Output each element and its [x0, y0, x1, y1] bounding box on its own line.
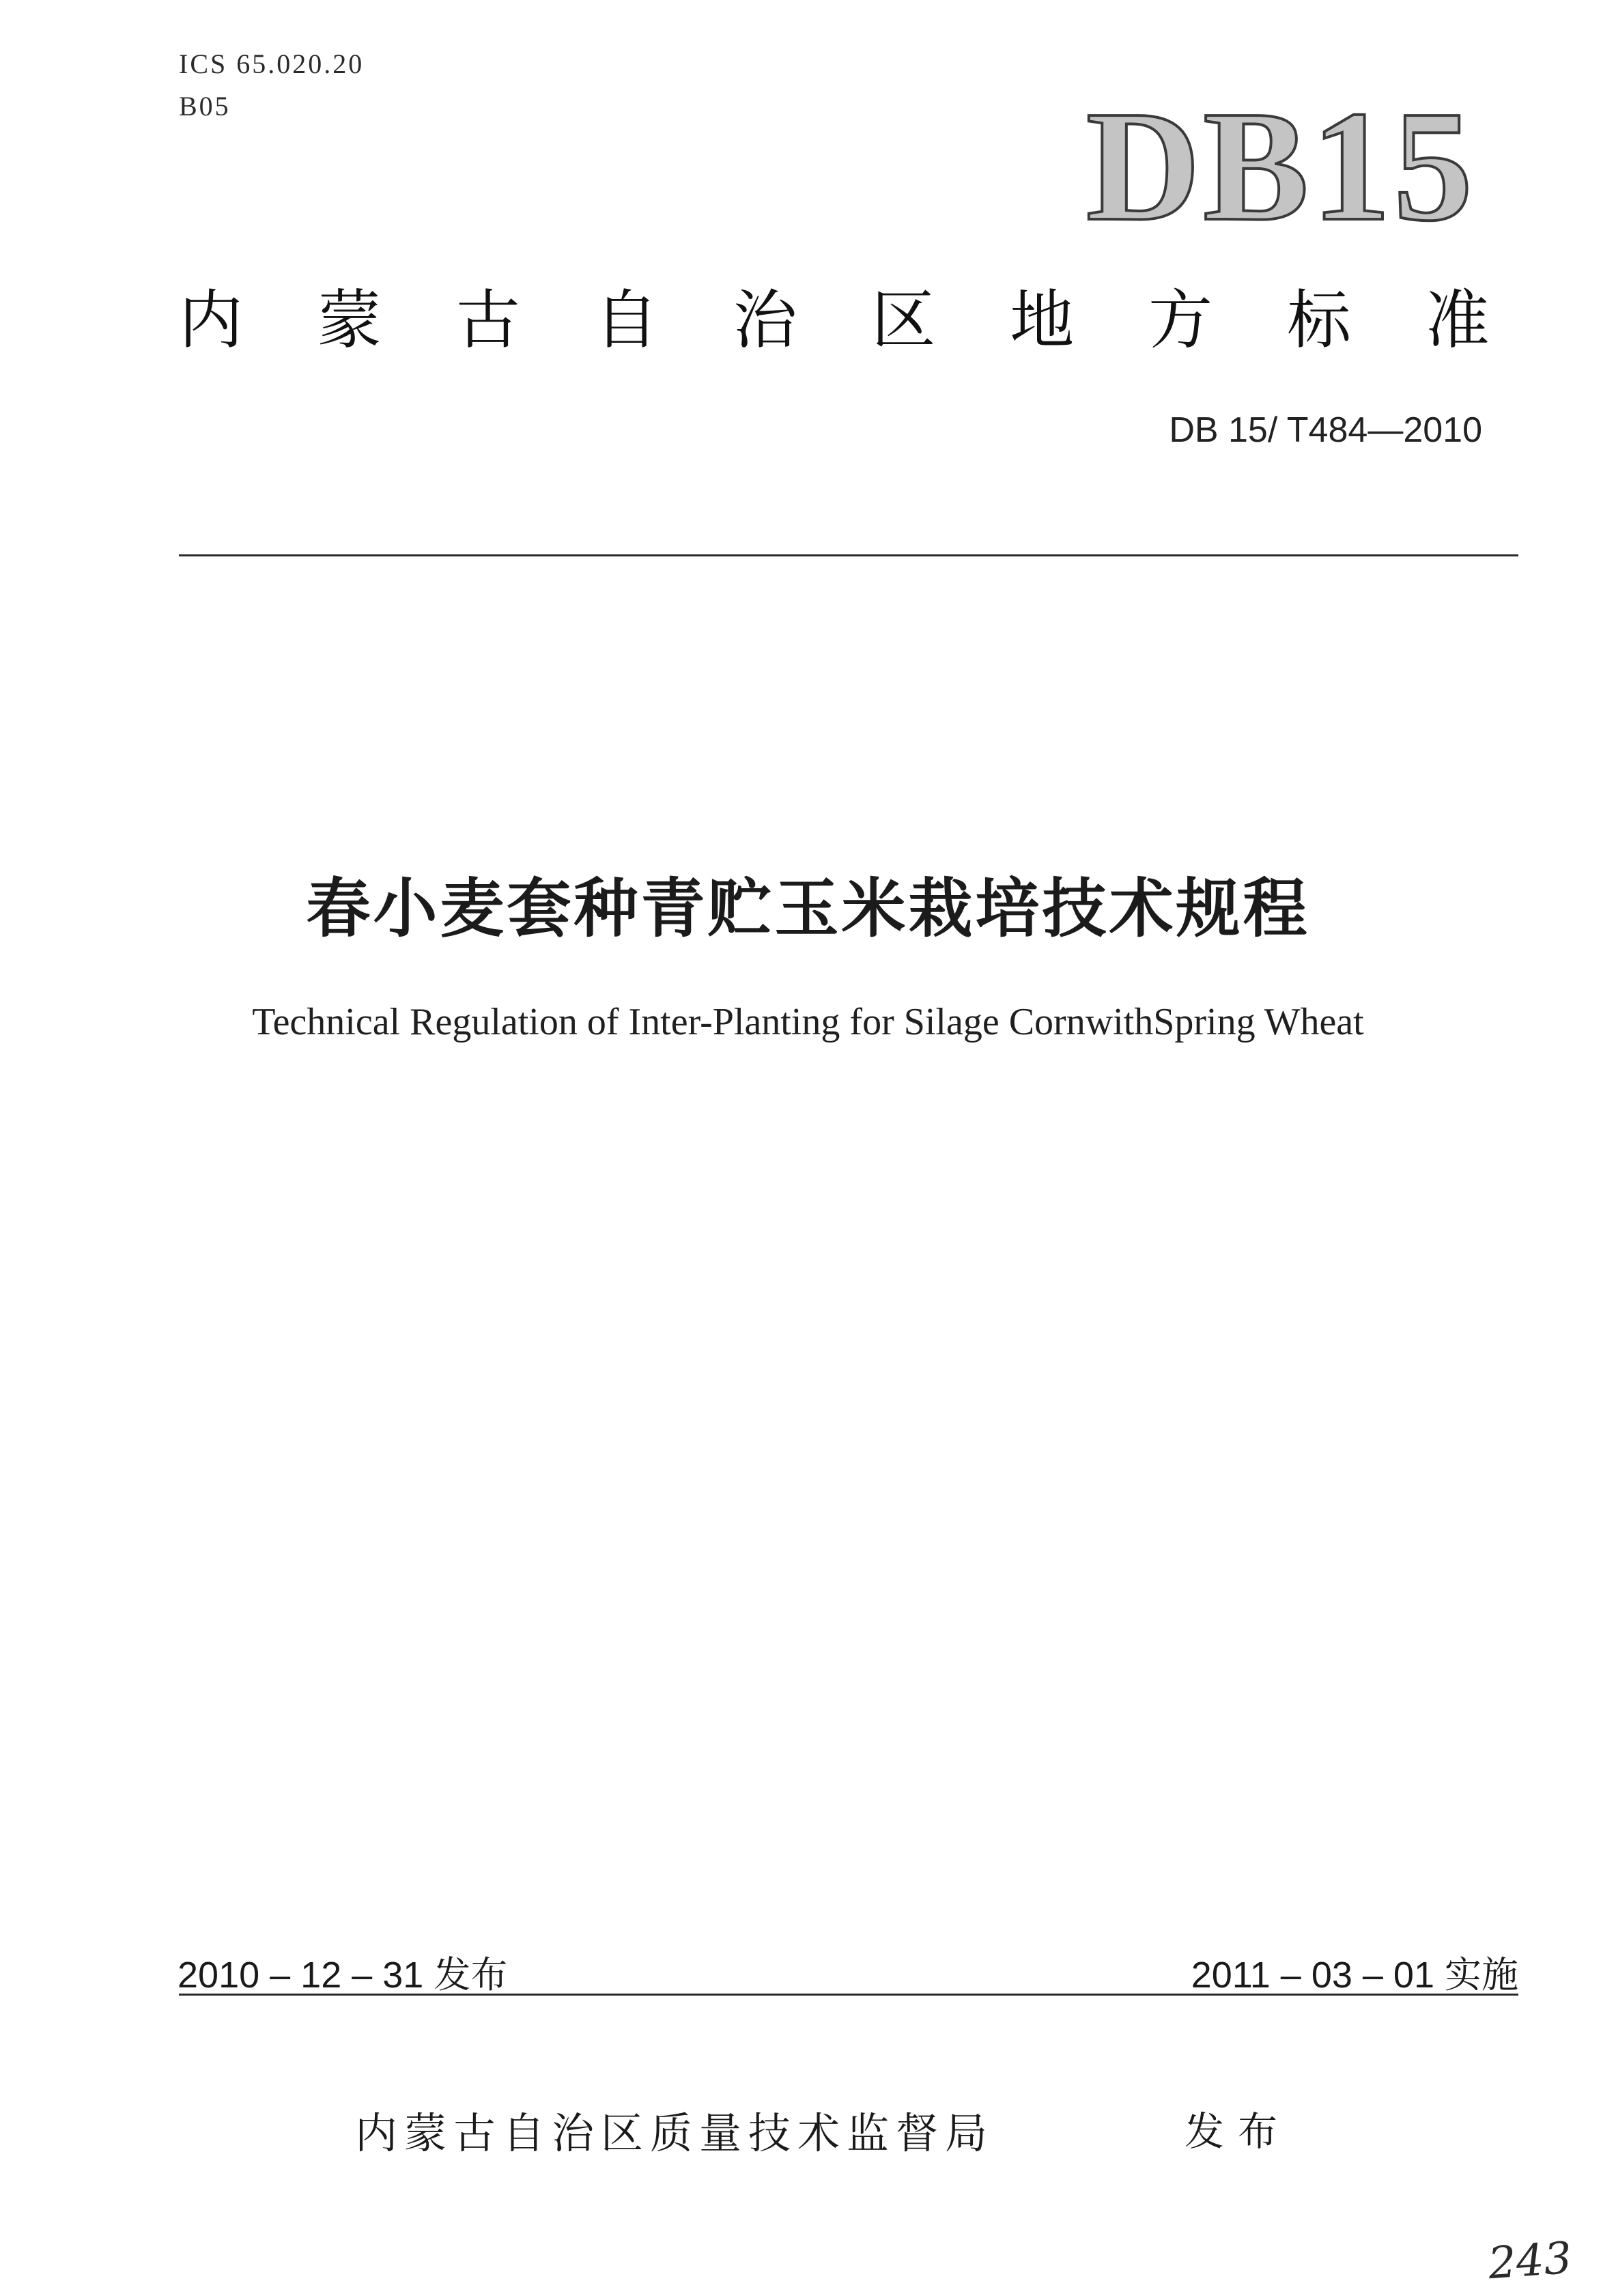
- document-title-chinese: 春小麦套种青贮玉米栽培技术规程: [306, 872, 1310, 946]
- standard-type-char: 蒙: [317, 283, 382, 358]
- implementation-date: 2011 – 03 – 01 实施: [1191, 1955, 1518, 1996]
- header-divider: [179, 554, 1518, 556]
- publisher-name: 内蒙古自治区质量技术监督局: [355, 2108, 995, 2158]
- standard-type-char: 方: [1148, 283, 1213, 358]
- handwritten-page-number: 243: [1486, 2233, 1574, 2290]
- standard-type-char: 古: [455, 283, 520, 358]
- standard-type-char: 地: [1010, 283, 1075, 358]
- standard-type-char: 标: [1287, 283, 1352, 358]
- standard-code-logo: DB15: [1086, 79, 1475, 254]
- footer-divider: [179, 1994, 1518, 1996]
- standard-type-heading: [179, 283, 1490, 358]
- standard-type-char: 自: [594, 283, 659, 358]
- standard-type-char: 区: [871, 283, 936, 358]
- document-title-english: Technical Regulation of Inter-Planting for Silage CornwithSpring Wheat: [252, 1001, 1364, 1043]
- ccs-code: B05: [179, 91, 231, 122]
- standard-type-char: 内: [179, 283, 244, 358]
- ics-code: ICS 65.020.20: [179, 48, 365, 79]
- standard-type-char: 准: [1425, 283, 1490, 358]
- publish-label: 发布: [1185, 2108, 1292, 2155]
- standard-type-char: 治: [733, 283, 797, 358]
- issue-date: 2010 – 12 – 31 发布: [178, 1955, 508, 1996]
- standard-number: DB 15/ T484—2010: [1169, 410, 1482, 450]
